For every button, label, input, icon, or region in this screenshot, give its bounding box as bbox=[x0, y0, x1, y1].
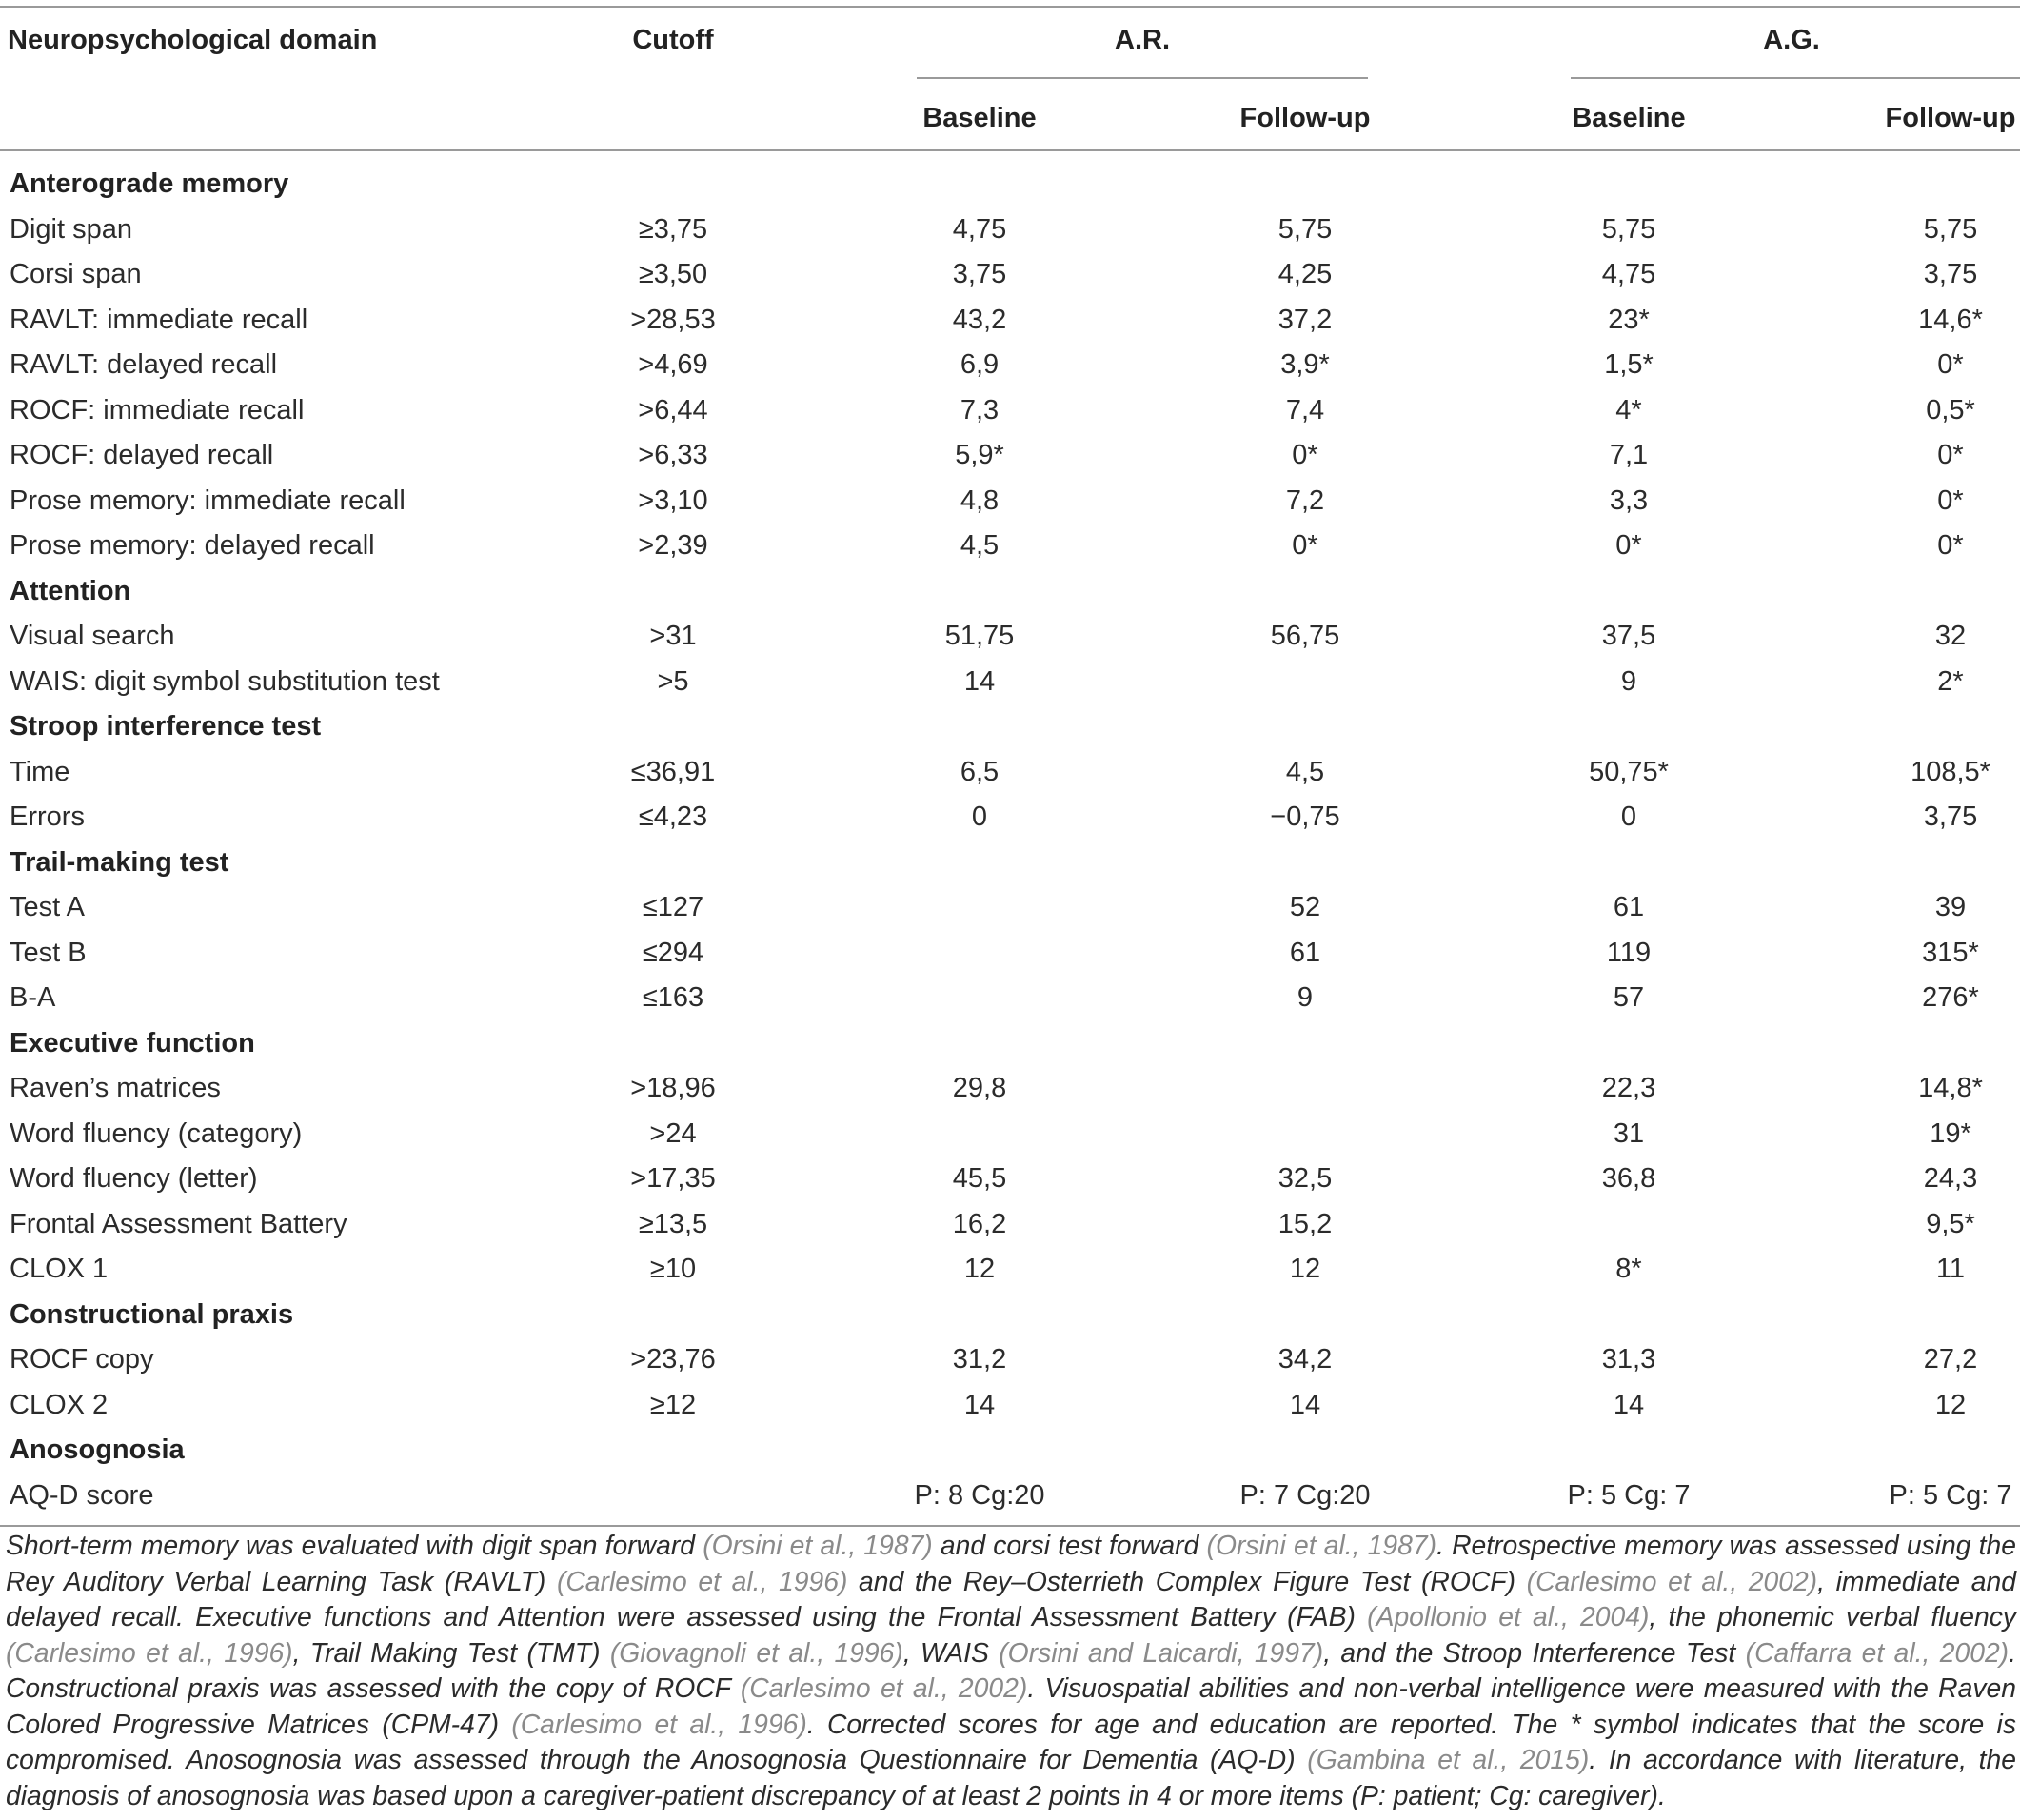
cutoff-cell: >23,76 bbox=[630, 1344, 716, 1375]
ar-followup-cell: 12 bbox=[1289, 1254, 1321, 1284]
citation: (Giovagnoli et al., 1996) bbox=[609, 1636, 903, 1668]
footnote-text: . In accordance with literature, the diagnosis of anosognosia was based upon a caregiver-patient discrepancy of at least 2 points in 4 or more items (P: patient; Cg: caregiver). bbox=[6, 1744, 2017, 1810]
ar-baseline-cell: 14 bbox=[963, 1389, 996, 1420]
cutoff-cell: >5 bbox=[657, 665, 689, 697]
ar-followup-cell: 52 bbox=[1289, 892, 1321, 922]
ar-followup-cell: 0* bbox=[1292, 440, 1318, 470]
ar-followup-cell: 37,2 bbox=[1277, 304, 1333, 335]
ag-baseline-cell: 61 bbox=[1613, 892, 1645, 922]
section-row bbox=[0, 704, 2020, 749]
cutoff-cell: >24 bbox=[649, 1118, 697, 1149]
cutoff-cell: ≥13,5 bbox=[638, 1208, 708, 1239]
test-name-cell: Prose memory: delayed recall bbox=[10, 530, 375, 561]
ar-baseline-cell: 31,2 bbox=[952, 1344, 1007, 1375]
table-row bbox=[0, 208, 2020, 252]
ar-baseline-cell: 45,5 bbox=[952, 1163, 1007, 1194]
citation: (Apollonio et al., 2004) bbox=[1367, 1601, 1650, 1632]
test-name-cell: Visual search bbox=[10, 621, 175, 651]
table-row bbox=[0, 614, 2020, 659]
ag-baseline-cell: 14 bbox=[1613, 1389, 1645, 1420]
ag-followup-cell: 39 bbox=[1934, 892, 1967, 922]
header-patient-ar: A.R. bbox=[1115, 25, 1170, 55]
table-row bbox=[0, 1337, 2020, 1382]
section-row bbox=[0, 1428, 2020, 1473]
ag-baseline-cell: 4* bbox=[1615, 394, 1642, 425]
ag-followup-cell: 24,3 bbox=[1923, 1163, 1978, 1194]
ar-followup-cell: 9 bbox=[1297, 982, 1314, 1013]
ag-followup-cell: 27,2 bbox=[1923, 1344, 1978, 1375]
citation: (Orsini and Laicardi, 1997) bbox=[999, 1636, 1324, 1668]
ar-followup-cell: 5,75 bbox=[1277, 213, 1333, 245]
table-row bbox=[0, 1112, 2020, 1157]
citation: (Carlesimo et al., 1996) bbox=[6, 1636, 293, 1668]
citation: (Gambina et al., 2015) bbox=[1307, 1744, 1590, 1774]
table-row bbox=[0, 343, 2020, 387]
ag-baseline-cell: 57 bbox=[1613, 982, 1645, 1013]
ar-baseline-cell: 5,9* bbox=[955, 440, 1004, 470]
header-ar-followup: Follow-up bbox=[1239, 103, 1371, 133]
footnote-text: . Visuospatial abilities and non-verbal intelligence were measured with the Raven Colored Progressive Matrices (CPM-47) bbox=[6, 1672, 2016, 1739]
test-name-cell: Time bbox=[10, 756, 70, 787]
top-rule bbox=[0, 6, 2020, 8]
ag-baseline-cell: 5,75 bbox=[1601, 213, 1656, 245]
ag-baseline-cell: 9 bbox=[1620, 665, 1637, 697]
section-row bbox=[0, 569, 2020, 614]
ar-baseline-cell: 6,9 bbox=[960, 349, 1000, 380]
ag-followup-cell: 14,8* bbox=[1918, 1073, 1983, 1103]
ag-followup-cell: 108,5* bbox=[1911, 756, 1990, 787]
test-name-cell: Digit span bbox=[10, 213, 132, 245]
ar-followup-cell: 15,2 bbox=[1277, 1208, 1333, 1239]
test-name-cell: ROCF: delayed recall bbox=[10, 440, 274, 470]
test-name-cell: Raven’s matrices bbox=[10, 1073, 221, 1103]
header-patient-ag: A.G. bbox=[1763, 25, 1820, 55]
ar-baseline-cell: 4,5 bbox=[960, 530, 1000, 561]
footnote-text: , the phonemic verbal fluency bbox=[1649, 1601, 2016, 1632]
footnote-text: and the Rey–Osterrieth Complex Figure Test (ROCF) bbox=[847, 1565, 1527, 1596]
ag-baseline-cell: 0 bbox=[1620, 801, 1637, 832]
ag-baseline-cell: 119 bbox=[1606, 937, 1652, 968]
ag-followup-cell: 0* bbox=[1937, 485, 1964, 516]
table-row bbox=[0, 433, 2020, 478]
cutoff-cell: ≤163 bbox=[642, 982, 704, 1013]
ar-baseline-cell: 4,75 bbox=[952, 213, 1007, 245]
ag-followup-cell: 276* bbox=[1922, 982, 1979, 1013]
ag-followup-cell: 2* bbox=[1937, 665, 1964, 697]
cutoff-cell: >28,53 bbox=[630, 304, 716, 335]
header-bottom-rule bbox=[0, 149, 2020, 151]
ar-followup-cell: 56,75 bbox=[1270, 621, 1340, 651]
ag-followup-cell: 3,75 bbox=[1923, 259, 1978, 289]
ag-baseline-cell: 36,8 bbox=[1601, 1163, 1656, 1194]
test-name-cell: Test B bbox=[10, 937, 87, 968]
ar-followup-cell: 32,5 bbox=[1277, 1163, 1333, 1194]
ar-baseline-cell: 3,75 bbox=[952, 259, 1007, 289]
ar-followup-cell: 61 bbox=[1289, 937, 1321, 968]
section-heading: Executive function bbox=[10, 1027, 255, 1058]
ag-followup-cell: 12 bbox=[1934, 1389, 1967, 1420]
cutoff-cell: ≥12 bbox=[649, 1389, 697, 1420]
section-heading: Stroop interference test bbox=[10, 711, 322, 742]
footnote-text: , Trail Making Test (TMT) bbox=[292, 1636, 610, 1668]
ag-baseline-cell: P: 5 Cg: 7 bbox=[1567, 1479, 1691, 1511]
test-name-cell: Word fluency (category) bbox=[10, 1118, 303, 1149]
test-name-cell: ROCF: immediate recall bbox=[10, 394, 305, 425]
ar-baseline-cell: 0 bbox=[971, 801, 988, 832]
header-cutoff: Cutoff bbox=[632, 25, 714, 55]
footnote-text: and corsi test forward bbox=[932, 1530, 1207, 1560]
section-heading: Attention bbox=[10, 575, 131, 606]
cutoff-cell: >6,44 bbox=[638, 394, 708, 425]
test-name-cell: RAVLT: delayed recall bbox=[10, 349, 278, 380]
table-row bbox=[0, 1383, 2020, 1428]
ar-followup-cell: −0,75 bbox=[1270, 801, 1340, 832]
ag-baseline-cell: 31,3 bbox=[1601, 1344, 1656, 1375]
header-ag-baseline: Baseline bbox=[1572, 103, 1686, 133]
ag-followup-cell: 11 bbox=[1935, 1254, 1966, 1284]
section-row bbox=[0, 1021, 2020, 1066]
test-name-cell: Word fluency (letter) bbox=[10, 1163, 258, 1194]
ar-baseline-cell: P: 8 Cg:20 bbox=[914, 1479, 1045, 1511]
ag-baseline-cell: 37,5 bbox=[1601, 621, 1656, 651]
cutoff-cell: >3,10 bbox=[638, 485, 708, 516]
table-row bbox=[0, 1157, 2020, 1201]
ar-baseline-cell: 4,8 bbox=[960, 485, 1000, 516]
ag-followup-cell: 14,6* bbox=[1918, 304, 1983, 335]
ar-followup-cell: 4,5 bbox=[1285, 756, 1325, 787]
header-ar-baseline: Baseline bbox=[922, 103, 1037, 133]
table-row bbox=[0, 524, 2020, 568]
cutoff-cell: >6,33 bbox=[638, 440, 708, 470]
test-name-cell: WAIS: digit symbol substitution test bbox=[10, 665, 440, 697]
ag-baseline-cell: 3,3 bbox=[1609, 485, 1649, 516]
table-row bbox=[0, 660, 2020, 704]
citation: (Caffarra et al., 2002) bbox=[1745, 1636, 2010, 1668]
citation: (Carlesimo et al., 2002) bbox=[1526, 1565, 1818, 1596]
ag-followup-cell: 0* bbox=[1937, 440, 1964, 470]
test-name-cell: CLOX 2 bbox=[10, 1389, 109, 1420]
test-name-cell: Errors bbox=[10, 801, 85, 832]
ag-baseline-cell: 31 bbox=[1613, 1118, 1645, 1149]
citation: (Carlesimo et al., 2002) bbox=[740, 1672, 1028, 1703]
test-name-cell: ROCF copy bbox=[10, 1344, 154, 1375]
section-heading: Trail-making test bbox=[10, 846, 229, 878]
test-name-cell: Prose memory: immediate recall bbox=[10, 485, 406, 516]
ag-followup-cell: 32 bbox=[1934, 621, 1967, 651]
ar-followup-cell: 7,2 bbox=[1285, 485, 1325, 516]
ar-baseline-cell: 12 bbox=[963, 1254, 996, 1284]
ar-baseline-cell: 29,8 bbox=[952, 1073, 1007, 1103]
ar-baseline-cell: 16,2 bbox=[952, 1208, 1007, 1239]
ar-followup-cell: 4,25 bbox=[1277, 259, 1333, 289]
ag-followup-cell: 0* bbox=[1937, 530, 1964, 561]
footnote-text: , immediate and delayed recall. Executive functions and Attention were assessed using the Frontal Assessment Battery (FAB) bbox=[6, 1565, 2016, 1632]
table-row bbox=[0, 795, 2020, 840]
table-row bbox=[0, 1202, 2020, 1247]
cutoff-cell: >31 bbox=[649, 621, 697, 651]
citation: (Carlesimo et al., 1996) bbox=[511, 1708, 807, 1739]
ag-baseline-cell: 8* bbox=[1615, 1254, 1642, 1284]
cutoff-cell: ≤4,23 bbox=[638, 801, 708, 832]
ag-baseline-cell: 23* bbox=[1608, 304, 1650, 335]
ar-followup-cell: 14 bbox=[1289, 1389, 1321, 1420]
ag-followup-cell: P: 5 Cg: 7 bbox=[1889, 1479, 2012, 1511]
cutoff-cell: ≤294 bbox=[642, 937, 704, 968]
citation: (Orsini et al., 1987) bbox=[1206, 1530, 1437, 1560]
table-row bbox=[0, 1247, 2020, 1292]
test-name-cell: RAVLT: immediate recall bbox=[10, 304, 308, 335]
ag-baseline-cell: 7,1 bbox=[1609, 440, 1649, 470]
ag-followup-cell: 5,75 bbox=[1923, 213, 1978, 245]
table-row bbox=[0, 298, 2020, 343]
ag-followup-cell: 0* bbox=[1937, 349, 1964, 380]
ar-baseline-cell: 14 bbox=[963, 665, 996, 697]
cutoff-cell: ≤127 bbox=[642, 892, 704, 922]
footnote-text: . Corrected scores for age and education are reported. The * symbol indicates that the score is compromised. Anosognosia was assessed through the Anosognosia Questionnaire for Dementia (AQ-D) bbox=[6, 1708, 2016, 1774]
section-row bbox=[0, 162, 2020, 207]
footnote-text: . Constructional praxis was assessed with the copy of ROCF bbox=[6, 1636, 2016, 1703]
cutoff-cell: ≥10 bbox=[649, 1254, 697, 1284]
table-row bbox=[0, 1474, 2020, 1518]
cutoff-cell: ≥3,50 bbox=[638, 259, 708, 289]
citation: (Orsini et al., 1987) bbox=[703, 1530, 933, 1560]
footnote-text: . Retrospective memory was assessed using the Rey Auditory Verbal Learning Task (RAVLT) bbox=[6, 1530, 2016, 1596]
table-row bbox=[0, 885, 2020, 930]
footnote-text: , and the Stroop Interference Test bbox=[1323, 1636, 1746, 1668]
cutoff-cell: ≤36,91 bbox=[630, 756, 716, 787]
section-heading: Anterograde memory bbox=[10, 168, 289, 199]
ag-baseline-cell: 0* bbox=[1615, 530, 1642, 561]
test-name-cell: Corsi span bbox=[10, 259, 142, 289]
cutoff-cell: >18,96 bbox=[630, 1073, 716, 1103]
header-ag-followup: Follow-up bbox=[1885, 103, 2016, 133]
ag-followup-cell: 9,5* bbox=[1926, 1208, 1975, 1239]
section-row bbox=[0, 1293, 2020, 1337]
table-row bbox=[0, 931, 2020, 976]
ar-span-rule bbox=[917, 77, 1368, 79]
ar-baseline-cell: 51,75 bbox=[944, 621, 1015, 651]
section-heading: Constructional praxis bbox=[10, 1298, 294, 1330]
ag-followup-cell: 19* bbox=[1930, 1118, 1971, 1149]
ag-followup-cell: 3,75 bbox=[1923, 801, 1978, 832]
ag-baseline-cell: 4,75 bbox=[1601, 259, 1656, 289]
citation: (Carlesimo et al., 1996) bbox=[556, 1565, 848, 1596]
ar-followup-cell: 7,4 bbox=[1285, 394, 1325, 425]
cutoff-cell: >4,69 bbox=[638, 349, 708, 380]
test-name-cell: B-A bbox=[10, 982, 56, 1013]
footnote-text: Short-term memory was evaluated with digit span forward bbox=[6, 1530, 703, 1560]
ar-followup-cell: 0* bbox=[1292, 530, 1318, 561]
test-name-cell: Test A bbox=[10, 892, 85, 922]
table-row bbox=[0, 388, 2020, 433]
section-heading: Anosognosia bbox=[10, 1434, 185, 1465]
ag-followup-cell: 0,5* bbox=[1926, 394, 1975, 425]
table-row bbox=[0, 976, 2020, 1020]
ag-baseline-cell: 22,3 bbox=[1601, 1073, 1656, 1103]
test-name-cell: AQ-D score bbox=[10, 1479, 154, 1511]
table-row bbox=[0, 252, 2020, 297]
ar-followup-cell: P: 7 Cg:20 bbox=[1239, 1479, 1371, 1511]
ag-baseline-cell: 50,75* bbox=[1589, 756, 1669, 787]
ag-span-rule bbox=[1571, 77, 2020, 79]
ar-baseline-cell: 7,3 bbox=[960, 394, 1000, 425]
ag-baseline-cell: 1,5* bbox=[1604, 349, 1654, 380]
cutoff-cell: >2,39 bbox=[638, 530, 708, 561]
ar-baseline-cell: 6,5 bbox=[960, 756, 1000, 787]
table-row bbox=[0, 1066, 2020, 1111]
table-footnote bbox=[6, 1528, 2016, 1813]
ar-baseline-cell: 43,2 bbox=[952, 304, 1007, 335]
ar-followup-cell: 34,2 bbox=[1277, 1344, 1333, 1375]
test-name-cell: CLOX 1 bbox=[10, 1254, 109, 1284]
footnote-text: , WAIS bbox=[902, 1636, 1000, 1668]
ag-followup-cell: 315* bbox=[1922, 937, 1979, 968]
section-row bbox=[0, 841, 2020, 885]
ar-followup-cell: 3,9* bbox=[1280, 349, 1330, 380]
cutoff-cell: >17,35 bbox=[630, 1163, 716, 1194]
cutoff-cell: ≥3,75 bbox=[638, 213, 708, 245]
table-row bbox=[0, 750, 2020, 795]
header-domain: Neuropsychological domain bbox=[8, 25, 378, 55]
test-name-cell: Frontal Assessment Battery bbox=[10, 1208, 347, 1239]
table-row bbox=[0, 479, 2020, 524]
table-bottom-rule bbox=[0, 1525, 2020, 1527]
